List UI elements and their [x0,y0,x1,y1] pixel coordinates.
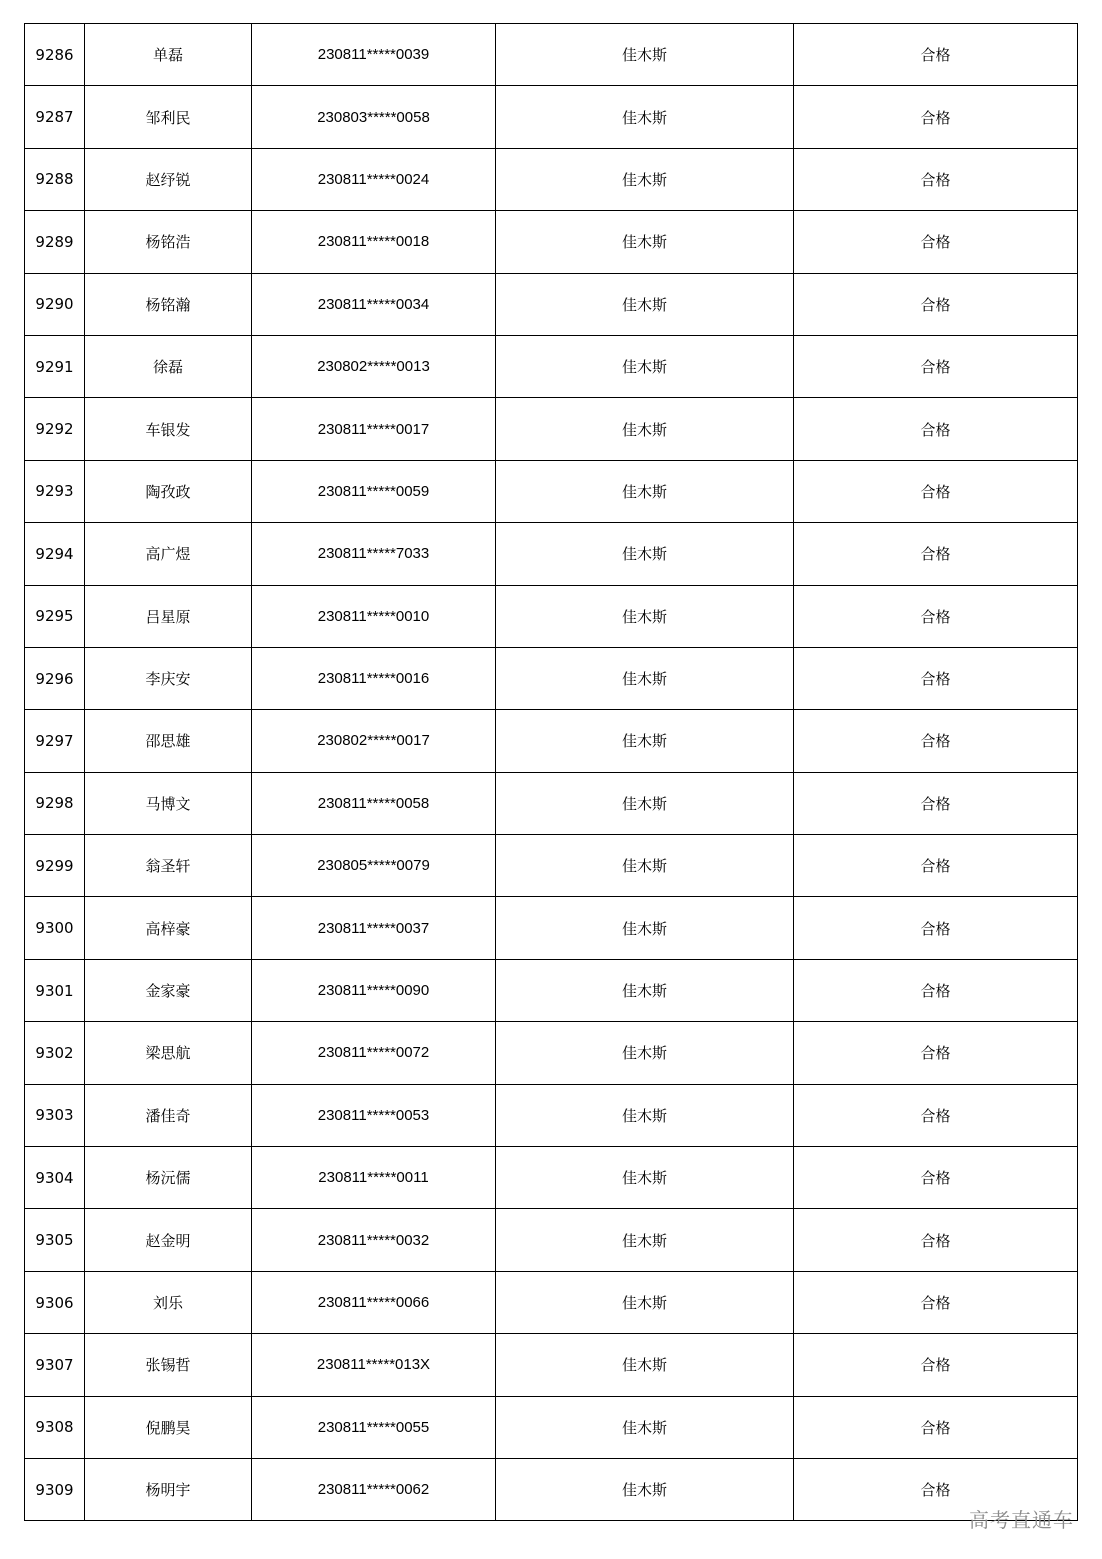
table-row [25,460,1078,522]
row-number-cell: 9299 [25,835,85,897]
id-number-cell: 230811*****0016 [252,647,496,709]
region-cell: 佳木斯 [496,1396,794,1458]
result-status-cell: 合格 [794,1396,1078,1458]
id-number-cell: 230811*****0018 [252,211,496,273]
person-name-cell: 邵思雄 [85,710,252,772]
region-cell: 佳木斯 [496,1334,794,1396]
result-status-cell: 合格 [794,1022,1078,1084]
result-status-cell: 合格 [794,1458,1078,1520]
person-name-cell: 张锡哲 [85,1334,252,1396]
roster-body [25,24,1078,1521]
result-status-cell: 合格 [794,523,1078,585]
row-number-cell: 9292 [25,398,85,460]
table-row [25,398,1078,460]
result-status-cell: 合格 [794,1084,1078,1146]
person-name-cell: 赵金明 [85,1209,252,1271]
id-number-cell: 230802*****0013 [252,335,496,397]
result-status-cell: 合格 [794,1147,1078,1209]
id-number-cell: 230811*****0058 [252,772,496,834]
row-number-cell: 9291 [25,335,85,397]
id-number-cell: 230811*****0032 [252,1209,496,1271]
result-status-cell: 合格 [794,460,1078,522]
person-name-cell: 杨铭瀚 [85,273,252,335]
id-number-cell: 230811*****0062 [252,1458,496,1520]
row-number-cell: 9295 [25,585,85,647]
id-number-cell: 230803*****0058 [252,86,496,148]
id-number-cell: 230811*****0017 [252,398,496,460]
row-number-cell: 9287 [25,86,85,148]
table-row [25,86,1078,148]
region-cell: 佳木斯 [496,1271,794,1333]
row-number-cell: 9309 [25,1458,85,1520]
person-name-cell: 杨明宇 [85,1458,252,1520]
result-status-cell: 合格 [794,148,1078,210]
id-number-cell: 230811*****0039 [252,24,496,86]
region-cell: 佳木斯 [496,148,794,210]
table-row [25,273,1078,335]
person-name-cell: 徐磊 [85,335,252,397]
result-status-cell: 合格 [794,398,1078,460]
id-number-cell: 230805*****0079 [252,835,496,897]
row-number-cell: 9305 [25,1209,85,1271]
id-number-cell: 230811*****0055 [252,1396,496,1458]
table-row [25,1147,1078,1209]
watermark-text: 高考直通车 [969,1508,1074,1532]
row-number-cell: 9304 [25,1147,85,1209]
region-cell: 佳木斯 [496,710,794,772]
region-cell: 佳木斯 [496,1209,794,1271]
result-status-cell: 合格 [794,647,1078,709]
region-cell: 佳木斯 [496,24,794,86]
person-name-cell: 吕星原 [85,585,252,647]
table-row [25,1209,1078,1271]
roster-sheet [24,23,1077,1521]
person-name-cell: 车银发 [85,398,252,460]
row-number-cell: 9289 [25,211,85,273]
table-row [25,1458,1078,1520]
region-cell: 佳木斯 [496,959,794,1021]
row-number-cell: 9290 [25,273,85,335]
table-row [25,647,1078,709]
region-cell: 佳木斯 [496,647,794,709]
table-row [25,835,1078,897]
person-name-cell: 李庆安 [85,647,252,709]
result-status-cell: 合格 [794,710,1078,772]
result-status-cell: 合格 [794,24,1078,86]
row-number-cell: 9296 [25,647,85,709]
person-name-cell: 高广煜 [85,523,252,585]
result-status-cell: 合格 [794,211,1078,273]
id-number-cell: 230811*****0090 [252,959,496,1021]
result-status-cell: 合格 [794,273,1078,335]
id-number-cell: 230811*****0066 [252,1271,496,1333]
result-status-cell: 合格 [794,959,1078,1021]
region-cell: 佳木斯 [496,1458,794,1520]
region-cell: 佳木斯 [496,335,794,397]
person-name-cell: 杨沅儒 [85,1147,252,1209]
roster-table [24,23,1078,1521]
id-number-cell: 230811*****0010 [252,585,496,647]
region-cell: 佳木斯 [496,1022,794,1084]
region-cell: 佳木斯 [496,897,794,959]
row-number-cell: 9302 [25,1022,85,1084]
table-row [25,772,1078,834]
id-number-cell: 230811*****0037 [252,897,496,959]
region-cell: 佳木斯 [496,1084,794,1146]
table-row [25,1271,1078,1333]
person-name-cell: 单磊 [85,24,252,86]
region-cell: 佳木斯 [496,1147,794,1209]
region-cell: 佳木斯 [496,585,794,647]
region-cell: 佳木斯 [496,835,794,897]
result-status-cell: 合格 [794,585,1078,647]
id-number-cell: 230811*****0011 [252,1147,496,1209]
region-cell: 佳木斯 [496,772,794,834]
row-number-cell: 9294 [25,523,85,585]
person-name-cell: 金家豪 [85,959,252,1021]
result-status-cell: 合格 [794,1209,1078,1271]
person-name-cell: 赵纾锐 [85,148,252,210]
table-row [25,148,1078,210]
person-name-cell: 梁思航 [85,1022,252,1084]
result-status-cell: 合格 [794,1271,1078,1333]
table-row [25,710,1078,772]
row-number-cell: 9300 [25,897,85,959]
row-number-cell: 9298 [25,772,85,834]
row-number-cell: 9303 [25,1084,85,1146]
person-name-cell: 潘佳奇 [85,1084,252,1146]
result-status-cell: 合格 [794,1334,1078,1396]
table-row [25,1084,1078,1146]
table-row [25,1396,1078,1458]
table-row [25,897,1078,959]
table-row [25,585,1078,647]
row-number-cell: 9307 [25,1334,85,1396]
person-name-cell: 倪鹏昊 [85,1396,252,1458]
region-cell: 佳木斯 [496,86,794,148]
result-status-cell: 合格 [794,335,1078,397]
row-number-cell: 9286 [25,24,85,86]
region-cell: 佳木斯 [496,273,794,335]
id-number-cell: 230811*****0059 [252,460,496,522]
id-number-cell: 230811*****0034 [252,273,496,335]
person-name-cell: 邹利民 [85,86,252,148]
person-name-cell: 马博文 [85,772,252,834]
result-status-cell: 合格 [794,835,1078,897]
region-cell: 佳木斯 [496,523,794,585]
person-name-cell: 刘乐 [85,1271,252,1333]
row-number-cell: 9288 [25,148,85,210]
row-number-cell: 9301 [25,959,85,1021]
table-row [25,1334,1078,1396]
table-row [25,959,1078,1021]
person-name-cell: 陶孜政 [85,460,252,522]
result-status-cell: 合格 [794,897,1078,959]
region-cell: 佳木斯 [496,460,794,522]
row-number-cell: 9297 [25,710,85,772]
id-number-cell: 230811*****7033 [252,523,496,585]
person-name-cell: 翁圣轩 [85,835,252,897]
id-number-cell: 230811*****0024 [252,148,496,210]
row-number-cell: 9306 [25,1271,85,1333]
id-number-cell: 230802*****0017 [252,710,496,772]
region-cell: 佳木斯 [496,398,794,460]
table-row [25,211,1078,273]
table-row [25,523,1078,585]
id-number-cell: 230811*****013X [252,1334,496,1396]
table-row [25,1022,1078,1084]
person-name-cell: 杨铭浩 [85,211,252,273]
table-row [25,335,1078,397]
result-status-cell: 合格 [794,772,1078,834]
region-cell: 佳木斯 [496,211,794,273]
person-name-cell: 高梓豪 [85,897,252,959]
table-row [25,24,1078,86]
result-status-cell: 合格 [794,86,1078,148]
row-number-cell: 9308 [25,1396,85,1458]
row-number-cell: 9293 [25,460,85,522]
id-number-cell: 230811*****0072 [252,1022,496,1084]
id-number-cell: 230811*****0053 [252,1084,496,1146]
